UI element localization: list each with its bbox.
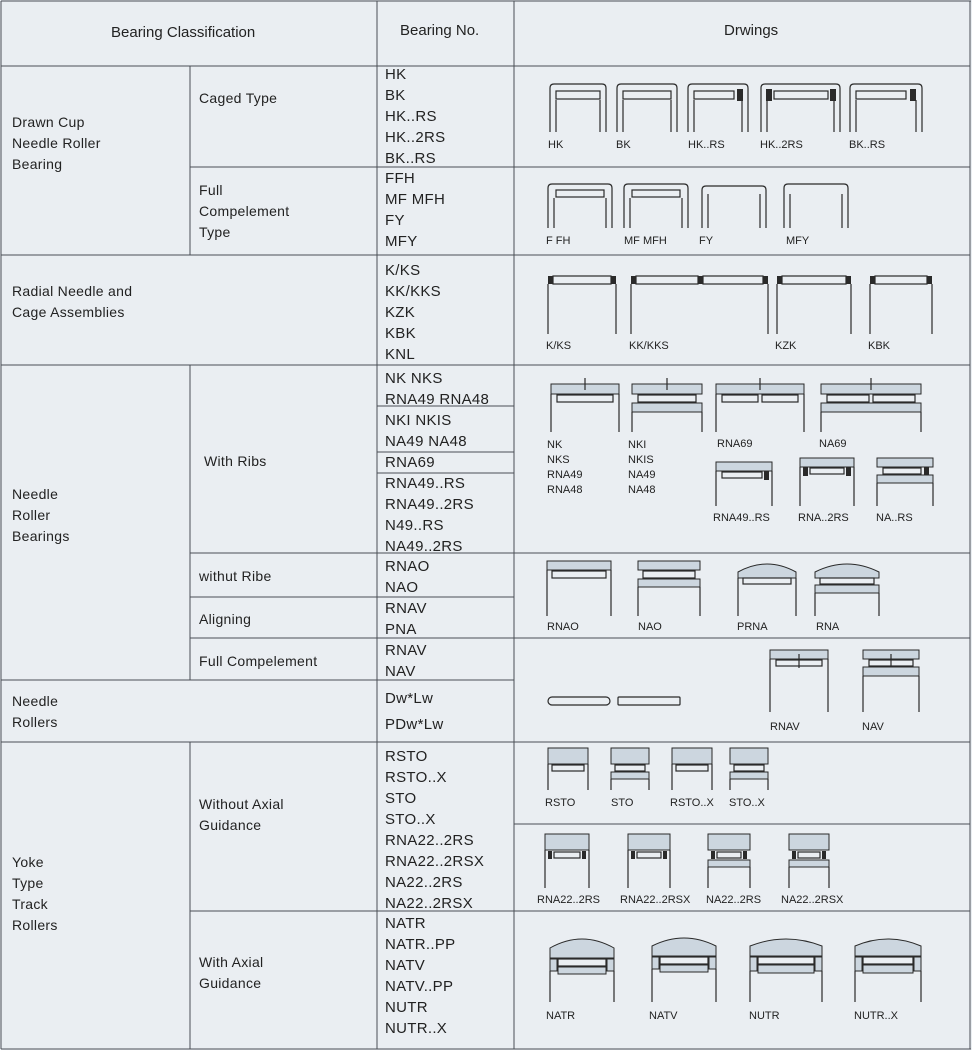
drawing-bk-rs [850, 84, 922, 132]
bearing-no: HK [385, 66, 407, 83]
header-bearing-no: Bearing No. [400, 22, 480, 39]
bearing-no: PDw*Lw [385, 716, 444, 733]
drawing-label: NA69 [819, 438, 847, 450]
drawing-label: RNA49..RS [713, 512, 770, 524]
drawing-label: NA49 [628, 469, 656, 481]
drawing-nk [551, 378, 619, 432]
drawing-rna [815, 564, 879, 616]
bearing-no: RNA22..2RSX [385, 853, 485, 870]
drawing-label: RNA..2RS [798, 512, 849, 524]
bearing-no: NKI NKIS [385, 412, 452, 429]
drawing-bk [617, 84, 677, 132]
subcategory-with-axial: With Axial Guidance [199, 954, 264, 991]
drawing-kk-kks [631, 276, 768, 334]
drawing-label: K/KS [546, 340, 572, 352]
bearing-no: NAO [385, 579, 419, 596]
bearing-no: NUTR [385, 999, 428, 1016]
drawing-rna22-2rs [545, 834, 589, 888]
drawing-label: HK [548, 139, 564, 151]
drawing-label: BK..RS [849, 139, 886, 151]
bearing-no: BK..RS [385, 150, 436, 167]
category-needle-rollers: Needle Rollers [12, 693, 59, 730]
drawing-label: MFY [786, 235, 810, 247]
subcategory-full-complement-type: Full Compelement Type [199, 182, 290, 240]
drawing-label: STO..X [729, 797, 765, 809]
drawing-label: NKIS [628, 454, 654, 466]
bearing-no: NA22..2RSX [385, 895, 474, 912]
drawing-label: NA22..2RS [706, 894, 762, 906]
drawing-kzk [777, 276, 851, 334]
drawing-label: RNA48 [547, 484, 583, 496]
drawing-label: NA22..2RSX [781, 894, 844, 906]
drawing-rna-2rs [800, 458, 854, 506]
drawing-rna49-rs [716, 462, 772, 506]
drawing-sto-x [730, 748, 768, 790]
bearing-no: K/KS [385, 262, 421, 279]
drawing-label: NKS [547, 454, 570, 466]
bearing-no: NA49 NA48 [385, 433, 467, 450]
drawing-k-ks [548, 276, 616, 334]
subcategory-full-complement: Full Compelement [199, 653, 318, 669]
drawing-label: PRNA [737, 621, 768, 633]
bearing-no: NA22..2RS [385, 874, 463, 891]
drawing-nki [632, 378, 702, 432]
drawing-label: NAO [638, 621, 662, 633]
drawing-label: NA48 [628, 484, 656, 496]
drawing-ffh [548, 184, 612, 228]
drawing-nutr-x [855, 939, 921, 1002]
bearing-no: RNA69 [385, 454, 435, 471]
drawing-na-rs [877, 458, 933, 506]
drawing-label: HK..RS [688, 139, 725, 151]
drawing-rsto-x [672, 748, 712, 790]
bearing-no: PNA [385, 621, 417, 638]
bearing-no: KZK [385, 304, 416, 321]
bearing-no: NATV..PP [385, 978, 454, 995]
drawing-rnao [547, 561, 611, 616]
drawing-needle-rollers [548, 697, 680, 705]
bearing-no: RNA49..RS [385, 475, 466, 492]
drawing-label: NATV [649, 1010, 678, 1022]
drawing-fy [702, 186, 766, 228]
bearing-no: MF MFH [385, 191, 446, 208]
bearing-no: NK NKS [385, 370, 443, 387]
bearing-no: RSTO..X [385, 769, 447, 786]
drawing-label: RNAO [547, 621, 579, 633]
drawing-na69 [821, 378, 921, 432]
bearing-no: BK [385, 87, 406, 104]
drawing-nav [863, 650, 919, 712]
drawing-label: RNA [816, 621, 840, 633]
drawing-sto [611, 748, 649, 790]
drawing-rna22-2rsx [628, 834, 670, 888]
bearing-no: N49..RS [385, 517, 444, 534]
bearing-no: STO..X [385, 811, 436, 828]
drawing-label: RNA49 [547, 469, 583, 481]
subcategory-with-ribs: With Ribs [204, 453, 267, 469]
header-drawings: Drwings [724, 22, 779, 39]
subcategory-without-ribs: withut Ribe [199, 568, 272, 584]
category-yoke-track-rollers: Yoke Type Track Rollers [12, 854, 58, 933]
drawing-label: NUTR..X [854, 1010, 898, 1022]
drawing-rsto [548, 748, 588, 790]
bearing-no: KK/KKS [385, 283, 441, 300]
bearing-no: RNAO [385, 558, 430, 575]
drawing-label: NAV [862, 721, 884, 733]
drawing-natv [652, 938, 716, 1002]
bearing-no: RNAV [385, 600, 427, 617]
drawing-label: NATR [546, 1010, 576, 1022]
bearing-no: KNL [385, 346, 416, 363]
drawing-label: RNA22..2RS [537, 894, 600, 906]
drawing-label: FY [699, 235, 714, 247]
bearing-no: RNA49..2RS [385, 496, 474, 513]
drawing-hk-2rs [761, 84, 840, 132]
bearing-no: NA49..2RS [385, 538, 463, 555]
drawing-kbk [870, 276, 932, 334]
drawing-label: KBK [868, 340, 891, 352]
drawing-label: RNA69 [717, 438, 753, 450]
drawing-label: F FH [546, 235, 571, 247]
header-classification: Bearing Classification [111, 24, 256, 41]
drawing-label: RNAV [770, 721, 800, 733]
drawing-na22-2rsx [789, 834, 829, 888]
bearing-no: RNA49 RNA48 [385, 391, 490, 408]
bearing-no: MFY [385, 233, 418, 250]
bearing-no: HK..2RS [385, 129, 446, 146]
bearing-no: HK..RS [385, 108, 437, 125]
drawing-label: RSTO [545, 797, 576, 809]
bearing-no: NAV [385, 663, 416, 680]
drawing-label: NA..RS [876, 512, 913, 524]
bearing-no: RNA22..2RS [385, 832, 474, 849]
drawing-label: KK/KKS [629, 340, 669, 352]
drawing-label: STO [611, 797, 634, 809]
drawing-label: NKI [628, 439, 647, 451]
bearing-no: RSTO [385, 748, 428, 765]
bearing-no: FFH [385, 170, 416, 187]
drawing-label: MF MFH [624, 235, 667, 247]
bearing-no: NUTR..X [385, 1020, 448, 1037]
drawing-label: HK..2RS [760, 139, 803, 151]
drawing-label: BK [616, 139, 631, 151]
drawing-na22-2rs [708, 834, 750, 888]
drawing-mfy [784, 184, 848, 228]
drawing-hk-rs [688, 84, 748, 132]
category-radial-needle-cage: Radial Needle and Cage Assemblies [12, 283, 133, 320]
bearing-no: NATR [385, 915, 426, 932]
drawing-hk [550, 84, 606, 132]
category-needle-roller-bearings: Needle Roller Bearings [12, 486, 70, 544]
bearing-no: Dw*Lw [385, 690, 434, 707]
drawing-rnav [770, 650, 828, 712]
category-drawn-cup: Drawn Cup Needle Roller Bearing [12, 114, 101, 172]
drawing-label: NK [547, 439, 563, 451]
subcategory-caged-type: Caged Type [199, 90, 278, 106]
drawing-label: RSTO..X [670, 797, 714, 809]
drawing-mf-mfh [624, 184, 688, 228]
drawing-natr [550, 939, 614, 1002]
drawing-prna [738, 564, 796, 616]
drawing-label: RNA22..2RSX [620, 894, 691, 906]
drawing-nutr [750, 939, 822, 1002]
bearing-no: KBK [385, 325, 416, 342]
bearing-no: FY [385, 212, 405, 229]
bearing-no: STO [385, 790, 417, 807]
drawing-label: KZK [775, 340, 797, 352]
subcategory-without-axial: Without Axial Guidance [199, 796, 284, 833]
bearing-no: RNAV [385, 642, 427, 659]
drawing-nao [638, 561, 700, 616]
bearing-no: NATV [385, 957, 426, 974]
bearing-no: NATR..PP [385, 936, 456, 953]
drawing-label: NUTR [749, 1010, 780, 1022]
subcategory-aligning: Aligning [199, 611, 252, 627]
drawing-rna69 [716, 378, 804, 432]
